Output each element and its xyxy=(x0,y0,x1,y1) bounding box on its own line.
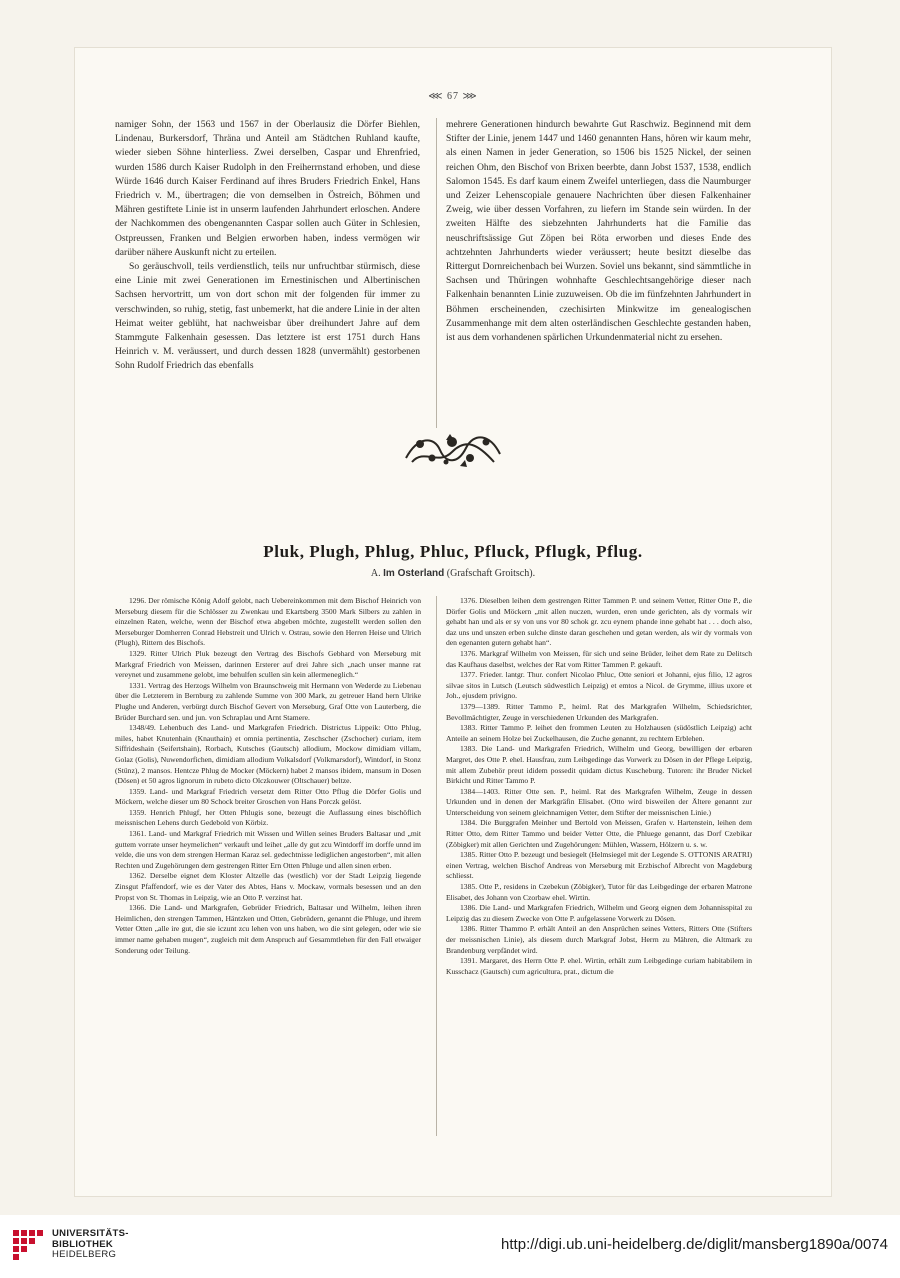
entry: 1366. Die Land- und Markgrafen, Gebrüder Friedrich, Baltasar und Wilhelm, leihen ihren Heimlichen, den strengen Tammen, Häntzken und Otten, Gebrüdern, genannt die Phluge, und ihrem Vetter Otten „alle ire gut, die sie iczunt zcu lehen von uns haben, wo die sint gelegen, oder wie sie immer name gehaben mugen“, zugleich mit dem Anspruch auf Gesammtlehen für den Fall etwaiger Sonderung oder Teilung. xyxy=(115,903,421,955)
top-right-paragraph-1: mehrere Generationen hindurch bewahrte Gut Raschwiz. Beginnend mit dem Stifter der Linie, jenem 1447 und 1460 genannten Hans, hören wir kaum mehr, als einen Namen in jeder Generation, so 1506 bis 1525 Nickel, der seinen reichen Ohm, den Bischof von Brixen beerbte, dann Jobst 1537, 1538, endlich Salomon 1545. Es darf kaum einem Zweifel unterliegen, dass die Naumburger und Zeizer Lehenscopiale genauere Nachrichten über diesen Falkenhainer Zweig, wie über dessen Vorfahren, zu liefern im Stande sein würden. In der zweiten Hälfte des siebzehnten Jahrhunderts hat die Familie das neuschriftsässige Gut Zöpen bei Röta erworben und dieses Ende des achtzehnten Jahrhunderts wieder veräussert; heute besitzt dieselbe das Rittergut Dornreichenbach bei Wurzen. Soviel uns bekannt, sind sämmtliche in Sachsen und Thüringen wohnhafte Geschlechtsangehörige dieser nach Falkenhain benannten Linie zuzuweisen. Ob die im fünfzehnten Jahrhundert in Böhmen erscheinenden, czechisirten Minkwitze im genealogischen Zusammenhange mit dem alten osterländischen Geschlechte gestanden haben, ist aus dem vorhandenen spärlichen Urkundenmaterial nicht zu ersehen. xyxy=(446,119,751,344)
entry: 1376. Dieselben leihen dem gestrengen Ritter Tammen P. und seinem Vetter, Ritter Otte P., die Dörfer Golis und Möckern „mit allen nuczen, wurden, eren unde gerichten, als dy vormals wir gehabt han und als er sy von uns vor 80 schok gr. zcu eynem phande inne gehabt hat . . . doch also, daz uns und unszen erben sulche dinste daran geschehen und getan werden, als wir dy vormals von den egenanten gutern gehabt han“. xyxy=(446,596,752,648)
bottom-right-column xyxy=(446,596,752,977)
subtitle-rest: (Grafschaft Groitsch). xyxy=(446,568,536,579)
entry: 1359. Land- und Markgraf Friedrich versetzt dem Ritter Otto Pflug die Dörfer Golis und Möckern, welche dieser um 80 Schock breiter Groschen von Hans Porczk gelöst. xyxy=(115,786,421,807)
page-number-ornament-right: ⋙ xyxy=(459,91,478,102)
top-left-paragraph-1: namiger Sohn, der 1563 und 1567 in der Oberlausiz die Dörfer Biehlen, Lindenau, Burkersdorf, Thräna und Anteil am Städtchen Ruhland kaufte, wieder sieben Söhne hinterliess. Zwei derselben, Caspar und Ehrenfried, wurden 1586 durch Kaiser Rudolph in den Freiherrnstand erhoben, und diese Würde 1646 durch Kaiser Ferdinand auf ihres Bruders Friedrich Enkel, Hans Friedrich v. M., übertragen; die von demselben in Östreich, Böhmen und Mähren gestiftete Linie ist in unserm laufenden Jahrhundert erloschen. Andere der Nachkommen des obengenannten Caspar sollen auch Güter in Schlesien, Ostpreussen, Franken und Belgien erworben haben, indess vermögen wir darüber nähere Auskunft nicht zu erteilen. xyxy=(115,119,420,258)
document-url-link[interactable]: http://digi.ub.uni-heidelberg.de/diglit/mansberg1890a/0074 xyxy=(501,1236,888,1253)
entry: 1385. Otte P., residens in Czebekun (Zöbigker), Tutor für das Leibgedinge der erbaren Matrone Elisabet, des Johann von Czorbaw ehel. Wirtin. xyxy=(446,882,752,902)
page-number xyxy=(75,91,831,102)
book-page xyxy=(75,48,831,1196)
top-left-paragraph-2: So geräuschvoll, teils verdienstlich, teils nur unfruchtbar stürmisch, diese eine Linie mit zwei Generationen im Ernestinischen und Albertinischen Sachsen hervortritt, um von dort schon mit der folgenden für immer zu verschwinden, so ruhig, stetig, fast unbemerkt, hat die andere Linie in der alten Heimat weiter geblüht, hat nachweisbar über dreihundert Jahre auf dem Stammgute Falkenhain gesessen. Das letztere ist erst 1751 durch Hans Heinrich v. M. veräussert, und durch dessen 1828 (unvermählt) gestorbenen Sohn Rudolf Friedrich das ebenfalls xyxy=(115,261,420,372)
entry: 1383. Ritter Tammo P. leihet den frommen Leuten zu Holzhausen (südöstlich Leipzig) acht Anteile an seinem Holze bei Zuckelhausen, die Zuche genannt, zu rechtem Erblehen. xyxy=(446,723,752,743)
entry: 1391. Margaret, des Herrn Otte P. ehel. Wirtin, erhält zum Leibgedinge curiam habitabilem in Kusschacz (Gautsch) cum agricultura, prat., dictum die xyxy=(446,956,752,976)
subtitle-prefix: A. xyxy=(370,568,381,579)
page-number-value: 67 xyxy=(447,91,459,102)
entry: 1384—1403. Ritter Otte sen. P., heiml. Rat des Markgrafen Wilhelm, Zeuge in dessen Urkunden und in denen der Markgräfin Elisabet. (Otto wird bisweilen der Ältere genannt zur Unterscheidung von seinem gleichnamigen Vetter, dem Stifter der meissnischen Linie.) xyxy=(446,786,752,817)
entry: 1362. Derselbe eignet dem Kloster Altzelle das (westlich) vor der Stadt Leipzig liegende Zinsgut Pfaffendorf, wie es der Vater des Abtes, Hans v. Mockaw, vormals besessen und an den Propst von St. Thomas in Leipzig, wie an Otto P. verzinst hat. xyxy=(115,871,421,902)
entry: 1331. Vertrag des Herzogs Wilhelm von Braunschweig mit Hermann von Wederde zu Liebenau über die Letzterem in Bernburg zu zahlende Summe von 300 Mark, zu getreuer Hand hern Ulrike Plughe und Anderen, verbürgt durch Bischof Gevert von Merseburg, Graf Otte von Lauterberg, die Brüder Burchard sen. und jun. von Schraplau und Arnt Stamere. xyxy=(115,680,421,722)
entry: 1383. Die Land- und Markgrafen Friedrich, Wilhelm und Georg, bewilligen der erbaren Margret, des Otte P. ehel. Hausfrau, zum Leibgedinge das Vorwerk zu Dösen in der Pflege Leipzig, mit allem Zubehör preut ididem possedit quidam dictus Kuscheburg. Tutoren: ihr Bruder Nickel Birkicht und Ritter Tammo P. xyxy=(446,744,752,786)
subtitle-region: Im Osterland xyxy=(383,568,445,579)
entry: 1376. Markgraf Wilhelm von Meissen, für sich und seine Brüder, leihet dem Rate zu Delitsch das Kaufhaus daselbst, welches der Rat vom Ritter Tammen P. gekauft. xyxy=(446,648,752,669)
library-footer xyxy=(0,1215,900,1278)
top-right-column xyxy=(446,118,751,345)
top-left-column xyxy=(115,118,420,374)
entry: 1348/49. Lehenbuch des Land- und Markgrafen Friedrich. Districtus Lippeik: Otto Phlug, miles, habet Knutenhain (Knauthain) et omnia pertinentia, Zeschscher (Zschocher) curiam, item Siffrideshain (Seifertshain), Rorbach, Kutsches (Gautsch) allodium, Mockow dimidiam villam, Golaz (Golis), Nuwendorfichen, dimidiam allodium Volkalsdorf (Volkmarsdorf), Wintdorf, in Stonz (Stünz), 2 mansos. Hentcze Phlug de Mocker (Möckern) habet 2 mansos ibidem, mansum in Dosen (Dösen) et 50 agros lignorum in rubeto dicto Olczkouwer (Oltschauer) beltze. xyxy=(115,723,421,786)
entry: 1359. Henrich Phlugf, her Otten Phlugis sone, bezeugt die Auflassung eines bischöflich meissnischen Lehens durch Gedebold von Körbiz. xyxy=(115,807,421,828)
university-library-logo-icon[interactable] xyxy=(11,1228,45,1262)
entry: 1329. Ritter Ulrich Pluk bezeugt den Vertrag des Bischofs Gebhard von Merseburg mit Markgraf Friedrich von Meissen, darinnen Ersterer auf drei Jahre sich „nach unser manne rat vereynet und zusammene gelobt, ime behulfen scullen sin kein allermeneglich.“ xyxy=(115,648,421,680)
entry: 1377. Frieder. lantgr. Thur. confert Nicolao Phluc, Otte seniori et Johanni, ejus filio, 12 agros silvae sitos in Lutsch (Leutsch südwestlich Leipzig) et emtos a Nicol. de Grymme, illius uxore et Joh., ejusdem privigno. xyxy=(446,670,752,701)
floral-ornament-icon xyxy=(400,428,506,472)
section-subtitle xyxy=(75,568,831,579)
library-name[interactable] xyxy=(52,1229,129,1261)
entry: 1361. Land- und Markgraf Friedrich mit Wissen und Willen seines Bruders Baltasar und „mit guttem vorrate unser heymelichen“ verkauft und leihet „alle dy gut zcu Wintdorff im dorffe unnd im velde, die uns von dem strengen Herman Karaz sel. gedechtnisse lediglichen angestorben“, mit allen Rechten und Zugehörungen dem gestrengen Ritter Ern Otten Phluge und allen sinen erben. xyxy=(115,829,421,870)
library-name-line-2: BIBLIOTHEK xyxy=(52,1238,114,1250)
page-number-ornament-left: ⋘ xyxy=(428,91,447,102)
section-title: Pluk, Plugh, Phlug, Phluc, Pfluck, Pflugk, Pflug. xyxy=(263,542,643,561)
entry: 1386. Ritter Thammo P. erhält Anteil an den Ansprüchen seines Vetters, Ritters Otte (Stifters der meissnischen Linie), als diesem durch Markgraf Jobst, Herrn zu Mähren, die Altmark zu Brandenburg verpfändet wird. xyxy=(446,924,752,955)
column-divider-top xyxy=(436,118,437,428)
bottom-left-column xyxy=(115,596,421,956)
entry: 1386. Die Land- und Markgrafen Friedrich, Wilhelm und Georg eignen dem Johannisspital zu Leipzig das zu diesem Zwecke von Otte P. aufgelassene Vorwerk zu Dösen. xyxy=(446,903,752,923)
entry: 1296. Der römische König Adolf gelobt, nach Uebereinkommen mit dem Bischof Heinrich von Merseburg diesem für die Schlösser zu Zwenkau und Ekartsberg 3500 Mark Silbers zu zahlen in einzelnen Raten, welche, wenn der Bischof etwa abgeben möchte, zugestellt werden sollen den Merseburger Domherren Conrad Hebstreit und Ulrich v. Ostrau, sowie den Herren Heise und Ulrich (Plugh), Rittern des Bischofs. xyxy=(115,596,421,648)
library-name-line-1: UNIVERSITÄTS- xyxy=(52,1228,129,1239)
column-divider-bottom xyxy=(436,596,437,1136)
entry: 1385. Ritter Otto P. bezeugt und besiegelt (Helmsiegel mit der Legende S. OTTONIS ARATRI) einen Vertrag, welchen Bischof Andreas von Merseburg mit Erzbischof Albrecht von Magdeburg schliesst. xyxy=(446,850,752,881)
entry: 1384. Die Burggrafen Meinher und Bertold von Meissen, Grafen v. Hartenstein, leihen dem Ritter Otto, dem Ritter Tammo und beider Vetter Otte, die Phluege genannt, das Dorf Czebikar (Zöbigker) mit allen Gerichten und Zugehörungen: Mühlen, Wassern, Hölzern u. s. w. xyxy=(446,818,752,849)
entry: 1379—1389. Ritter Tammo P., heiml. Rat des Markgrafen Wilhelm, Schiedsrichter, Bevollmächtigter, Zeuge in verschiedenen Urkunden des Markgrafen. xyxy=(446,701,752,722)
library-name-line-3: HEIDELBERG xyxy=(52,1249,117,1260)
